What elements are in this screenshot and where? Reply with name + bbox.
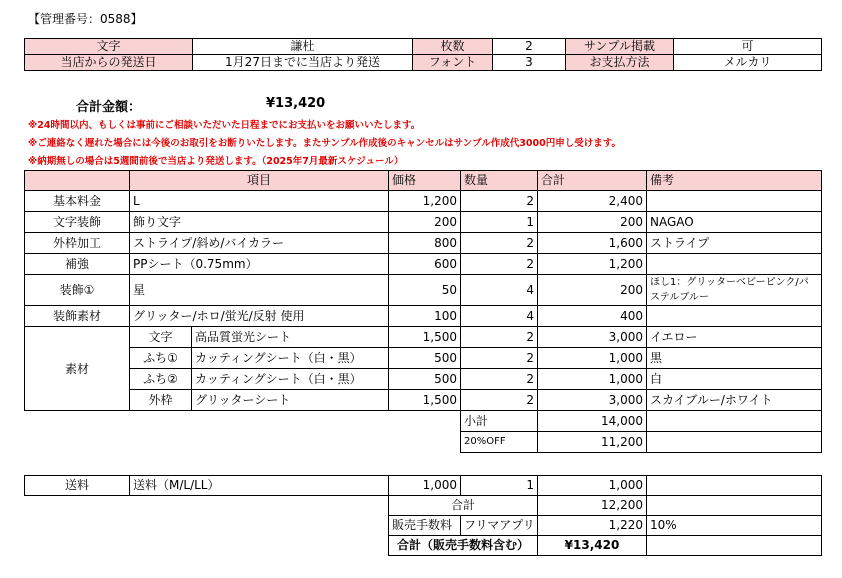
subtotal-label: 小計 — [461, 411, 538, 432]
row-total: 1,600 — [538, 233, 647, 254]
row-qty: 4 — [461, 306, 538, 327]
row-category: 外枠加工 — [25, 233, 130, 254]
row-qty: 2 — [461, 191, 538, 212]
row-note — [647, 191, 822, 212]
row-item: PPシート（0.75mm） — [130, 254, 389, 275]
shipping-price: 1,000 — [389, 476, 461, 496]
header-item: 項目 — [130, 171, 389, 191]
row-price: 50 — [389, 275, 461, 306]
sum-value: 12,200 — [538, 496, 647, 516]
grand-total-label: 合計（販売手数料含む） — [389, 536, 538, 556]
row-qty: 2 — [461, 254, 538, 275]
row-price: 1,500 — [389, 327, 461, 348]
table-row — [25, 275, 822, 306]
row-price: 100 — [389, 306, 461, 327]
fee-label: 販売手数料 — [389, 516, 461, 536]
row-category: 装飾① — [25, 275, 130, 306]
discount-row — [25, 432, 822, 453]
items-table — [24, 170, 822, 453]
row-total: 200 — [538, 212, 647, 233]
row-note: ストライプ — [647, 233, 822, 254]
note-delivery: ※納期無しの場合は5週間前後で当店より発送します。（2025年7月最新スケジュール） — [28, 156, 404, 167]
value-text: 謙杜 — [193, 39, 413, 55]
row-note: 黒 — [647, 348, 822, 369]
value-payment: メルカリ — [674, 55, 822, 71]
row-total: 1,200 — [538, 254, 647, 275]
total-amount-value: ¥13,420 — [266, 96, 326, 111]
sum-label: 合計 — [389, 496, 538, 516]
row-item: 飾り文字 — [130, 212, 389, 233]
info-row — [25, 55, 822, 71]
label-font: フォント — [413, 55, 493, 71]
row-price: 800 — [389, 233, 461, 254]
row-qty: 4 — [461, 275, 538, 306]
row-total: 400 — [538, 306, 647, 327]
row-item: グリッター/ホロ/蛍光/反射 使用 — [130, 306, 389, 327]
table-row — [25, 212, 822, 233]
row-total: 3,000 — [538, 327, 647, 348]
table-row — [25, 369, 822, 390]
row-price: 1,500 — [389, 390, 461, 411]
row-qty: 1 — [461, 212, 538, 233]
material-sub: ふち② — [130, 369, 192, 390]
row-item: L — [130, 191, 389, 212]
row-item: 高品質蛍光シート — [192, 327, 389, 348]
row-total: 1,000 — [538, 348, 647, 369]
table-row — [25, 348, 822, 369]
row-item: カッティングシート（白・黒） — [192, 369, 389, 390]
row-note: イエロー — [647, 327, 822, 348]
row-note: 白 — [647, 369, 822, 390]
value-font: 3 — [493, 55, 566, 71]
header-price: 価格 — [389, 171, 461, 191]
row-total: 200 — [538, 275, 647, 306]
row-price: 500 — [389, 348, 461, 369]
row-note — [647, 254, 822, 275]
row-category: 文字装飾 — [25, 212, 130, 233]
items-header-row — [25, 171, 822, 191]
material-sub: ふち① — [130, 348, 192, 369]
table-row — [25, 306, 822, 327]
note-cancel: ※ご連絡なく遅れた場合には今後のお取引をお断りいたします。またサンプル作成後のキャンセルはサンプル作成代3000円申し受けます。 — [28, 138, 621, 149]
shipping-category: 送料 — [25, 476, 130, 496]
row-qty: 2 — [461, 233, 538, 254]
row-category: 装飾素材 — [25, 306, 130, 327]
row-category: 基本料金 — [25, 191, 130, 212]
row-item: グリッターシート — [192, 390, 389, 411]
management-number: 【管理番号：0588】 — [28, 12, 143, 26]
table-row — [25, 390, 822, 411]
row-price: 1,200 — [389, 191, 461, 212]
total-amount-label: 合計金額： — [76, 100, 142, 115]
row-qty: 2 — [461, 327, 538, 348]
header-total: 合計 — [538, 171, 647, 191]
subtotal-value: 14,000 — [538, 411, 647, 432]
subtotal-row — [25, 411, 822, 432]
discount-value: 11,200 — [538, 432, 647, 453]
sum-row — [25, 496, 822, 516]
label-text: 文字 — [25, 39, 193, 55]
material-sub: 文字 — [130, 327, 192, 348]
grand-total-row — [25, 536, 822, 556]
shipping-row — [25, 476, 822, 496]
shipping-total: 1,000 — [538, 476, 647, 496]
material-category: 素材 — [25, 327, 130, 411]
header-note: 備考 — [647, 171, 822, 191]
discount-label: 20%OFF — [461, 432, 538, 453]
table-row — [25, 233, 822, 254]
row-price: 500 — [389, 369, 461, 390]
shipping-table — [24, 475, 822, 556]
row-price: 200 — [389, 212, 461, 233]
label-count: 枚数 — [413, 39, 493, 55]
row-qty: 2 — [461, 390, 538, 411]
material-sub: 外枠 — [130, 390, 192, 411]
label-sample: サンプル掲載 — [566, 39, 674, 55]
row-price: 600 — [389, 254, 461, 275]
table-row — [25, 191, 822, 212]
row-qty: 2 — [461, 369, 538, 390]
grand-total-value: ¥13,420 — [538, 536, 647, 556]
header-qty: 数量 — [461, 171, 538, 191]
row-note — [647, 306, 822, 327]
value-count: 2 — [493, 39, 566, 55]
fee-app: フリマアプリ — [461, 516, 538, 536]
shipping-qty: 1 — [461, 476, 538, 496]
row-total: 2,400 — [538, 191, 647, 212]
note-payment: ※24時間以内、もしくは事前にご相談いただいた日程までにお支払いをお願いいたします。 — [28, 120, 421, 131]
row-qty: 2 — [461, 348, 538, 369]
row-note: NAGAO — [647, 212, 822, 233]
value-sample: 可 — [674, 39, 822, 55]
row-category: 補強 — [25, 254, 130, 275]
order-info-table — [24, 38, 822, 71]
row-item: カッティングシート（白・黒） — [192, 348, 389, 369]
table-row — [25, 254, 822, 275]
row-total: 1,000 — [538, 369, 647, 390]
row-item: 星 — [130, 275, 389, 306]
label-ship-date: 当店からの発送日 — [25, 55, 193, 71]
label-payment: お支払方法 — [566, 55, 674, 71]
row-item: ストライプ/斜め/バイカラー — [130, 233, 389, 254]
row-note: ほし1：グリッターベビーピンク/パステルブルー — [647, 275, 822, 306]
fee-rate: 10% — [647, 516, 822, 536]
fee-value: 1,220 — [538, 516, 647, 536]
value-ship-date: 1月27日までに当店より発送 — [193, 55, 413, 71]
shipping-item: 送料（M/L/LL） — [130, 476, 389, 496]
info-row — [25, 39, 822, 55]
row-note: スカイブルー/ホワイト — [647, 390, 822, 411]
table-row — [25, 327, 822, 348]
fee-row — [25, 516, 822, 536]
row-total: 3,000 — [538, 390, 647, 411]
